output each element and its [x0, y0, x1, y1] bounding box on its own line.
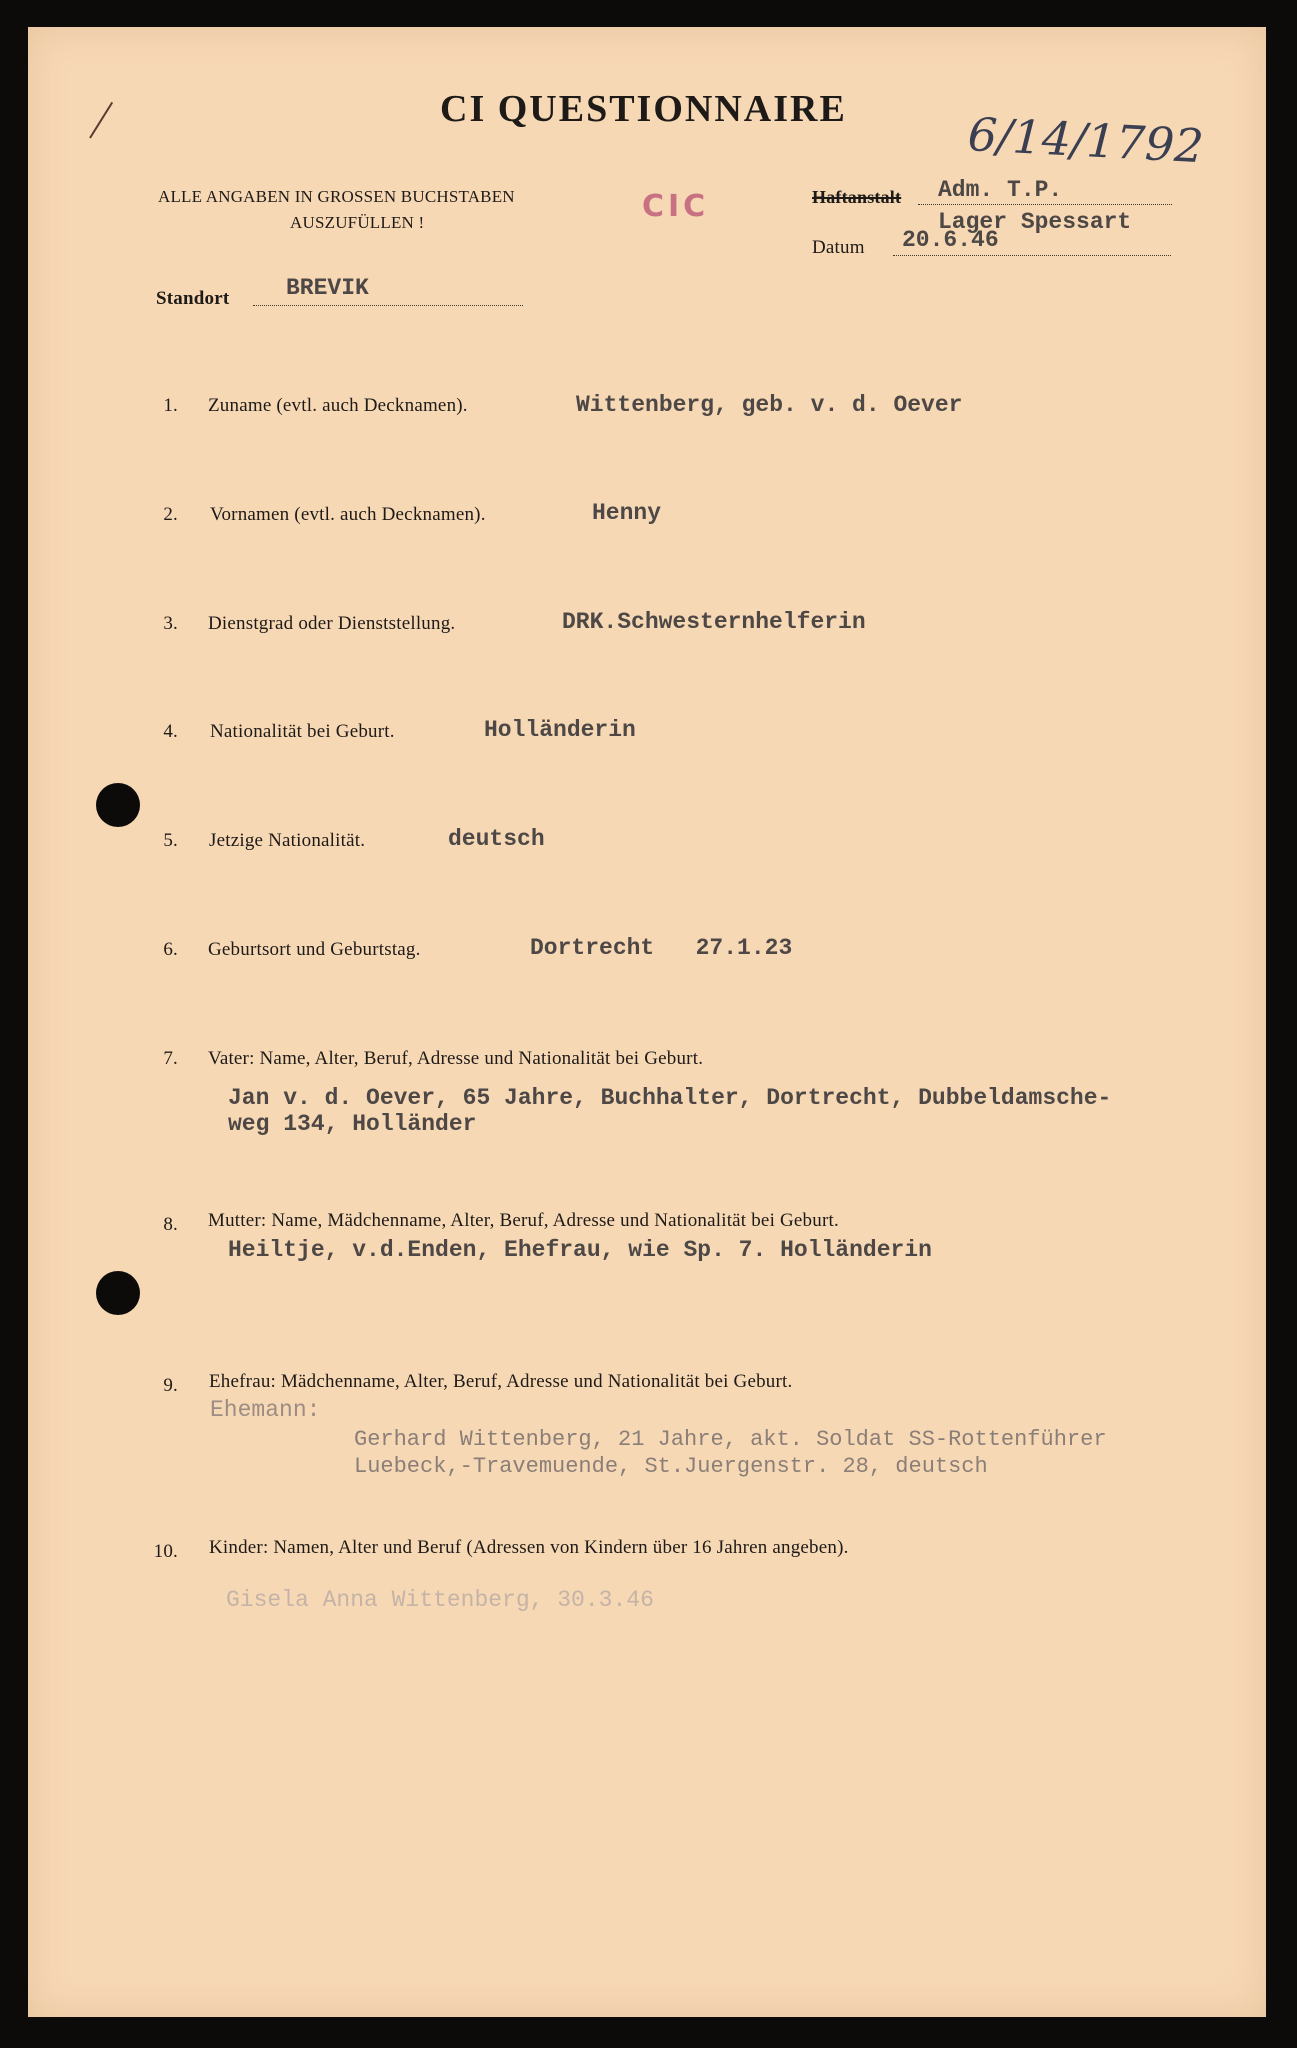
question-7-answer-line-2: weg 134, Holländer [228, 1111, 477, 1137]
haftanstalt-label: Haftanstalt [812, 187, 902, 207]
question-9-answer-line-2: Luebeck,-Travemuende, St.Juergenstr. 28, deutsch [354, 1454, 988, 1479]
datum-value: 20.6.46 [902, 227, 999, 253]
datum-label: Datum [812, 237, 865, 258]
question-10-label: Kinder: Namen, Alter und Beruf (Adressen von Kindern über 16 Jahren angeben). [209, 1537, 849, 1558]
question-10-answer: Gisela Anna Wittenberg, 30.3.46 [226, 1587, 654, 1613]
question-5-number: 5. [163, 830, 178, 851]
page-title: CI QUESTIONNAIRE [440, 88, 847, 130]
question-6-number: 6. [163, 939, 178, 960]
file-number-handwritten: 6/14/1792 [966, 107, 1205, 174]
question-2-number: 2. [163, 504, 178, 525]
question-3-answer: DRK.Schwesternhelferin [562, 609, 866, 635]
question-1-label: Zuname (evtl. auch Decknamen). [208, 395, 468, 416]
punch-hole-bottom [96, 1271, 140, 1315]
question-7-answer-line-1: Jan v. d. Oever, 65 Jahre, Buchhalter, Dortrecht, Dubbeldamsche- [228, 1085, 1112, 1111]
haftanstalt-dotted-line [918, 204, 1172, 205]
question-8-label: Mutter: Name, Mädchenname, Alter, Beruf, Adresse und Nationalität bei Geburt. [208, 1210, 839, 1231]
question-9-number: 9. [163, 1375, 178, 1396]
question-2-answer: Henny [592, 500, 662, 526]
question-3-label: Dienstgrad oder Dienststellung. [208, 613, 456, 634]
standort-value: BREVIK [286, 275, 369, 301]
question-9-label: Ehefrau: Mädchenname, Alter, Beruf, Adresse und Nationalität bei Geburt. [209, 1371, 793, 1392]
question-4-label: Nationalität bei Geburt. [210, 721, 395, 742]
instructions-line-1: ALLE ANGABEN IN GROSSEN BUCHSTABEN [158, 187, 515, 206]
question-10-number: 10. [153, 1541, 178, 1562]
datum-dotted-line [893, 255, 1171, 256]
question-1-answer: Wittenberg, geb. v. d. Oever [576, 392, 963, 418]
haftanstalt-value-line-1: Adm. T.P. [938, 177, 1063, 203]
question-9-answer-line-1: Gerhard Wittenberg, 21 Jahre, akt. Soldat SS-Rottenführer [354, 1427, 1107, 1452]
question-3-number: 3. [163, 613, 178, 634]
punch-hole-top [96, 783, 140, 827]
haftanstalt-value-line-2: Lager Spessart [938, 209, 1132, 235]
question-5-label: Jetzige Nationalität. [209, 830, 366, 851]
cic-stamp: CIC [642, 189, 710, 224]
question-8-answer: Heiltje, v.d.Enden, Ehefrau, wie Sp. 7. Holländerin [228, 1237, 932, 1263]
standort-label: Standort [156, 288, 230, 309]
question-4-number: 4. [163, 721, 178, 742]
questionnaire-page [28, 27, 1266, 2017]
question-7-number: 7. [163, 1048, 178, 1069]
question-9-sublabel: Ehemann: [210, 1397, 321, 1423]
question-7-label: Vater: Name, Alter, Beruf, Adresse und Nationalität bei Geburt. [208, 1048, 704, 1069]
standort-dotted-line [253, 305, 523, 306]
pencil-mark [89, 102, 113, 139]
question-1-number: 1. [163, 395, 178, 416]
question-4-answer: Holländerin [484, 717, 636, 743]
question-6-answer: Dortrecht 27.1.23 [530, 935, 793, 961]
question-6-label: Geburtsort und Geburtstag. [208, 939, 421, 960]
question-2-label: Vornamen (evtl. auch Decknamen). [210, 504, 486, 525]
instructions-line-2: AUSZUFÜLLEN ! [290, 213, 425, 232]
question-8-number: 8. [163, 1214, 178, 1235]
question-5-answer: deutsch [448, 826, 545, 852]
